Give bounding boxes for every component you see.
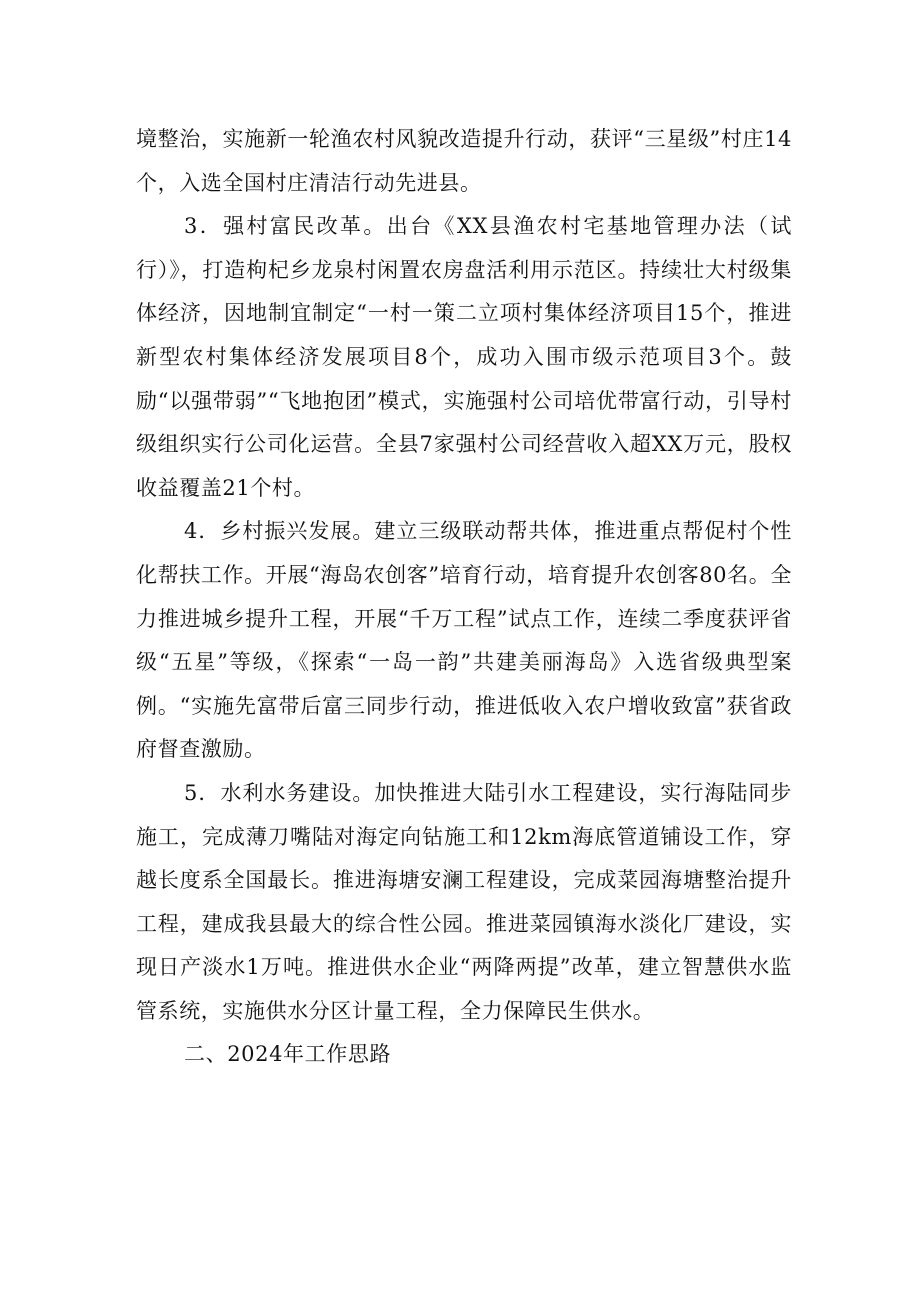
paragraph-item-4: 4．乡村振兴发展。建立三级联动帮共体，推进重点帮促村个性化帮扶工作。开展“海岛农创客”培育行动，培育提升农创客80名。全力推进城乡提升工程，开展“千万工程”试点工作，连续二季度获评省级“五星”等级，《探索“一岛一韵”共建美丽海岛》入选省级典型案例。“实施先富带后富三同步行动，推进低收入农户增收致富”获省政府督查激励。	[136, 519, 792, 762]
paragraph-continuation: 境整治，实施新一轮渔农村风貌改造提升行动，获评“三星级”村庄14个，入选全国村庄清洁行动先进县。	[136, 127, 792, 195]
section-heading: 二、2024年工作思路	[184, 1042, 392, 1067]
document-body	[136, 118, 792, 1077]
paragraph-item-5: 5．水利水务建设。加快推进大陆引水工程建设，实行海陆同步施工，完成薄刀嘴陆对海定向钻施工和12km海底管道铺设工作，穿越长度系全国最长。推进海塘安澜工程建设，完成菜园海塘整治提升工程，建成我县最大的综合性公园。推进菜园镇海水淡化厂建设，实现日产淡水1万吨。推进供水企业“两降两提”改革，建立智慧供水监管系统，实施供水分区计量工程，全力保障民生供水。	[136, 780, 792, 1023]
paragraph-item-3: 3．强村富民改革。出台《XX县渔农村宅基地管理办法（试行）》，打造枸杞乡龙泉村闲置农房盘活利用示范区。持续壮大村级集体经济，因地制宜制定“一村一策二立项村集体经济项目15个，推进新型农村集体经济发展项目8个，成功入围市级示范项目3个。鼓励“以强带弱”“飞地抱团”模式，实施强村公司培优带富行动，引导村级组织实行公司化运营。全县7家强村公司经营收入超XX万元，股权收益覆盖21个村。	[136, 214, 792, 500]
